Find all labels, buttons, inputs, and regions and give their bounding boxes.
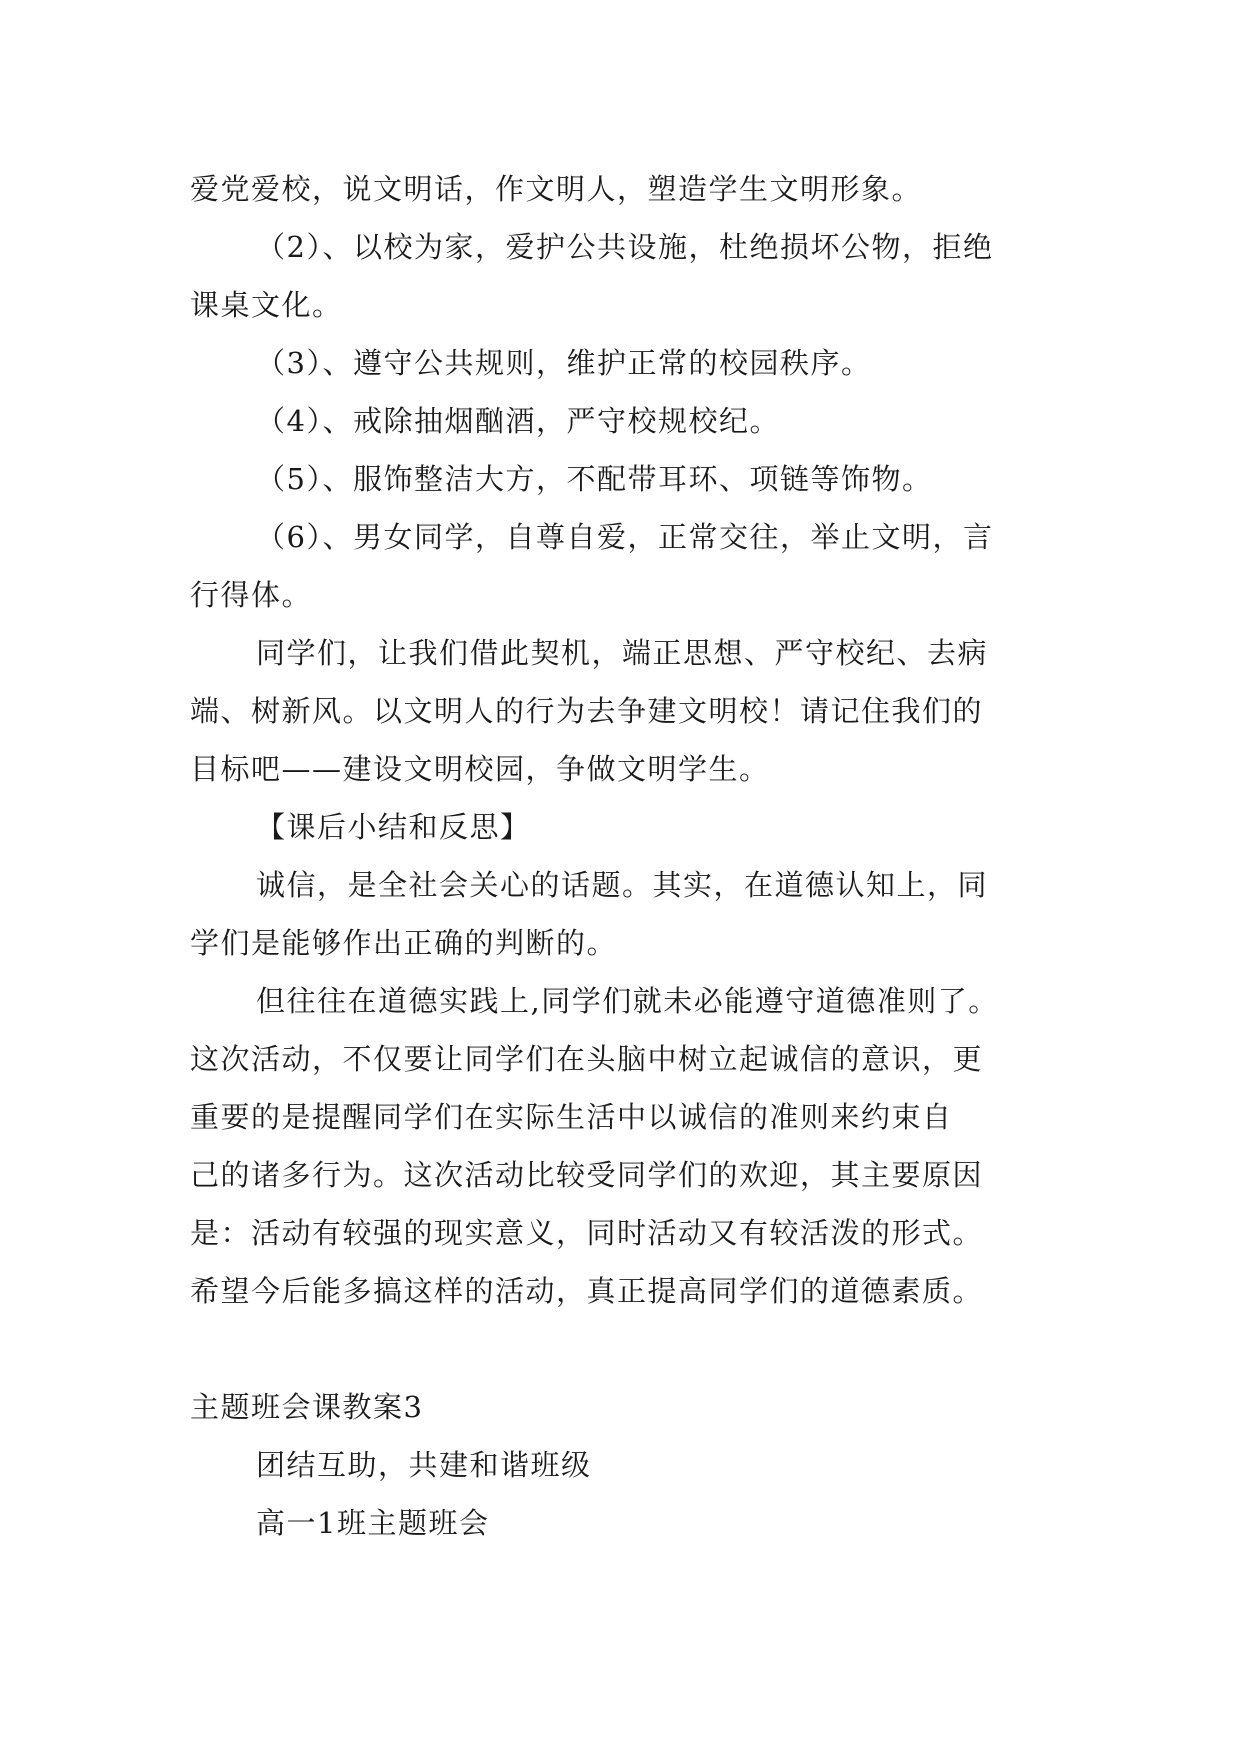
section-spacer [190, 1320, 1090, 1378]
section-subtitle: 团结互助，共建和谐班级 [256, 1448, 592, 1482]
rule-2-line-1: （2）、以校为家，爱护公共设施，杜绝损坏公物，拒绝 [256, 230, 994, 264]
reflection-paragraph-2-line-1: 但往往在道德实践上,同学们就未必能遵守道德准则了。 [256, 984, 999, 1018]
rule-5-line-1: （5）、服饰整洁大方，不配带耳环、项链等饰物。 [256, 462, 933, 496]
reflection-paragraph-1-line-2: 学们是能够作出正确的判断的。 [190, 926, 618, 960]
reflection-paragraph-1-line-1: 诚信，是全社会关心的话题。其实，在道德认知上，同 [256, 868, 989, 902]
reflection-paragraph-2-line-3: 重要的是提醒同学们在实际生活中以诚信的准则来约束自 [190, 1100, 953, 1134]
reflection-paragraph-2-line-5: 是：活动有较强的现实意义，同时活动又有较活泼的形式。 [190, 1216, 984, 1250]
closing-paragraph-line-3: 目标吧——建设文明校园，争做文明学生。 [190, 752, 770, 786]
rule-2-line-2: 课桌文化。 [190, 288, 343, 322]
rule-6-line-2: 行得体。 [190, 578, 313, 612]
reflection-heading: 【课后小结和反思】 [256, 810, 531, 844]
section-class: 高一1班主题班会 [256, 1506, 490, 1540]
rule-6-line-1: （6）、男女同学，自尊自爱，正常交往，举止文明，言 [256, 520, 994, 554]
closing-paragraph-line-1: 同学们，让我们借此契机，端正思想、严守校纪、去病 [256, 636, 989, 670]
rule-3-line-1: （3）、遵守公共规则，维护正常的校园秩序。 [256, 346, 872, 380]
reflection-paragraph-2-line-6: 希望今后能多搞这样的活动，真正提高同学们的道德素质。 [190, 1274, 984, 1308]
paragraph-1-line-1: 爱党爱校，说文明话，作文明人，塑造学生文明形象。 [190, 172, 923, 206]
document-body [190, 160, 1090, 1552]
closing-paragraph-line-2: 端、树新风。以文明人的行为去争建文明校！请记住我们的 [190, 694, 984, 728]
reflection-paragraph-2-line-2: 这次活动，不仅要让同学们在头脑中树立起诚信的意识，更 [190, 1042, 984, 1076]
reflection-paragraph-2-line-4: 己的诸多行为。这次活动比较受同学们的欢迎，其主要原因 [190, 1158, 984, 1192]
section-title: 主题班会课教案3 [190, 1390, 424, 1424]
rule-4-line-1: （4）、戒除抽烟酗酒，严守校规校纪。 [256, 404, 780, 438]
